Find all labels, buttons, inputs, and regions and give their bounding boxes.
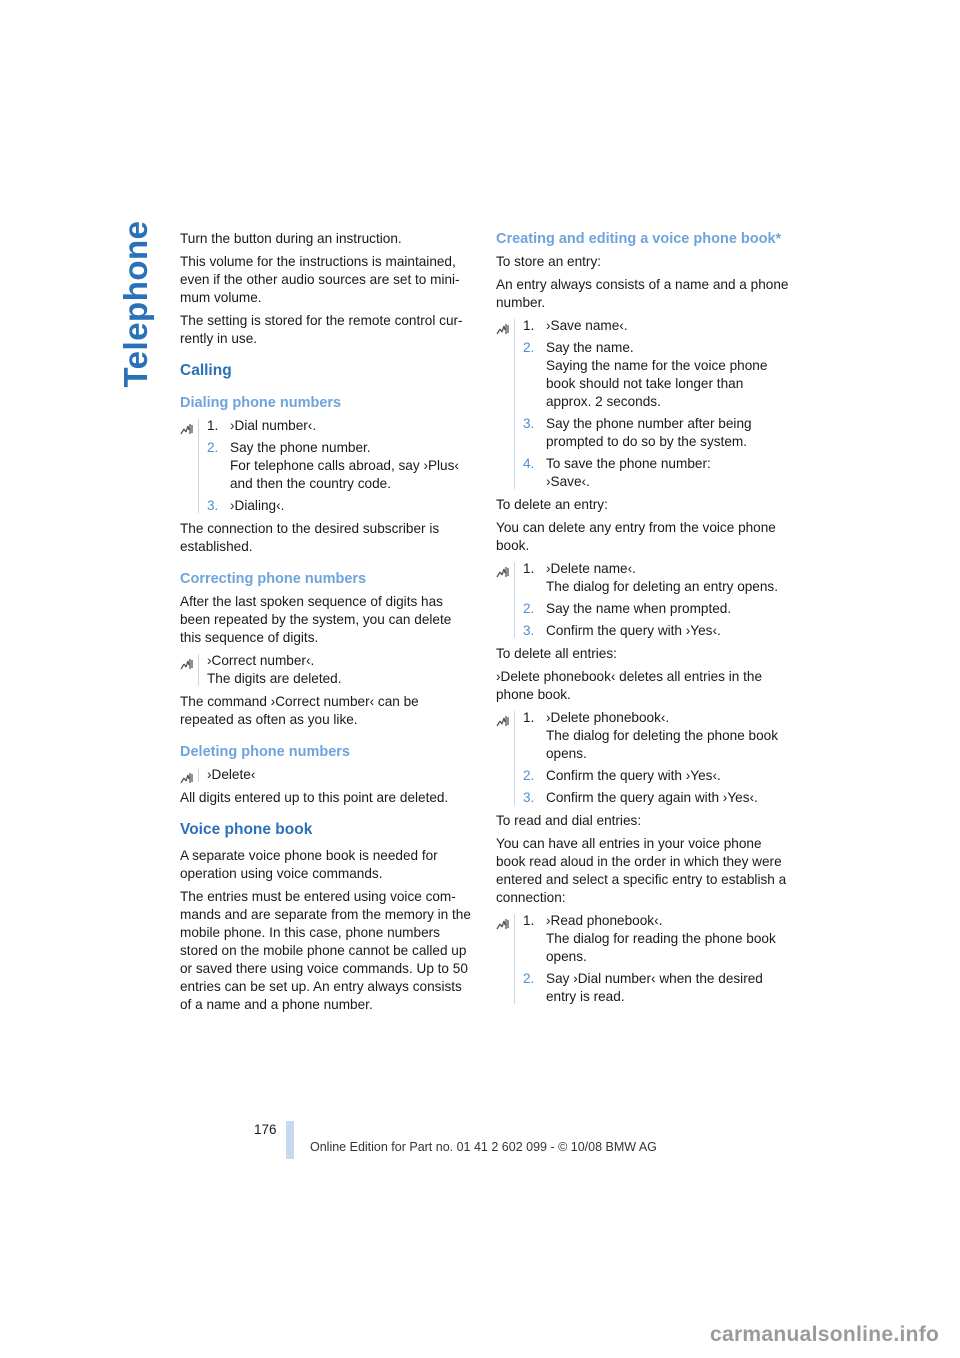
- step-item: [207, 417, 475, 435]
- voice-command-icon: [180, 658, 194, 670]
- voice-command-icon: [496, 918, 510, 930]
- step-text: Say the name.: [546, 340, 634, 355]
- step-item: [207, 439, 475, 493]
- step-item: [523, 600, 792, 618]
- step-number: 2.: [523, 971, 535, 986]
- section-title-text: Telephone: [117, 220, 154, 388]
- step-item: [523, 560, 792, 596]
- delete-all-intro: To delete all entries:: [496, 646, 617, 661]
- voice-command-block: [180, 766, 475, 784]
- step-text: To save the phone number:: [546, 456, 711, 471]
- step-subtext: The dialog for reading the phone book opens.: [546, 931, 776, 964]
- step-number: 3.: [207, 498, 219, 513]
- command-subtext: The digits are deleted.: [207, 671, 342, 686]
- voicebook-text: A separate voice phone book is needed for operation using voice commands.: [180, 848, 438, 881]
- voice-command-block: [180, 652, 475, 688]
- step-number: 1.: [207, 418, 219, 433]
- voice-command-icon: [496, 323, 510, 335]
- step-subtext: The dialog for deleting an entry opens.: [546, 579, 779, 594]
- step-item: [523, 709, 792, 763]
- step-text: ›Dialing‹.: [230, 498, 285, 513]
- watermark: carmanualsonline.info: [710, 1323, 940, 1346]
- voice-command-block: [496, 709, 792, 807]
- step-text: ›Save name‹.: [546, 318, 628, 333]
- section-side-title: [114, 214, 158, 394]
- intro-paragraph: Turn the button during an instruction.: [180, 231, 402, 246]
- step-subtext: Saying the name for the voice phone book should not take longer than approx. 2 seconds.: [546, 358, 768, 409]
- calling-heading: Calling: [180, 362, 232, 379]
- step-item: [523, 767, 792, 785]
- voice-command-icon: [180, 423, 194, 435]
- page-number: 176: [254, 1122, 277, 1137]
- correcting-heading: Correcting phone numbers: [180, 571, 367, 587]
- step-number: 4.: [523, 456, 535, 471]
- intro-paragraph: This volume for the instructions is maintained, even if the other audio sources are set to mini-mum volume.: [180, 254, 460, 305]
- step-text: Confirm the query again with ›Yes‹.: [546, 790, 758, 805]
- voice-command-icon: [180, 772, 194, 784]
- step-text: Say the name when prompted.: [546, 601, 732, 616]
- step-text: ›Dial number‹.: [230, 418, 317, 433]
- step-text: ›Delete phonebook‹.: [546, 710, 670, 725]
- step-item: [523, 455, 792, 491]
- step-number: 3.: [523, 790, 535, 805]
- left-column: [180, 230, 475, 1019]
- step-text: ›Read phonebook‹.: [546, 913, 663, 928]
- step-item: [523, 317, 792, 335]
- delete-result: All digits entered up to this point are deleted.: [180, 790, 449, 805]
- step-number: 2.: [523, 601, 535, 616]
- step-text: Say the phone number after being prompted to do so by the system.: [546, 416, 752, 449]
- voice-command-block: [496, 560, 792, 640]
- step-text: Confirm the query with ›Yes‹.: [546, 768, 721, 783]
- read-intro: To read and dial entries:: [496, 813, 642, 828]
- deleting-heading: Deleting phone numbers: [180, 744, 350, 760]
- voice-command-icon: [496, 566, 510, 578]
- read-text: You can have all entries in your voice phone book read aloud in the order in which they were entered and select a specific entry to establish a connection:: [496, 836, 787, 905]
- voicebook-text: The entries must be entered using voice com-mands and are separate from the memory in the mobile phone. In this case, phone numbers stored on the mobile phone cannot be called up or saved there using voice commands. Up to 50 entries can be set up. An entry always consists of a name and a phone number.: [180, 889, 471, 1012]
- step-number: 2.: [207, 440, 219, 455]
- step-number: 3.: [523, 623, 535, 638]
- step-subtext: The dialog for deleting the phone book opens.: [546, 728, 779, 761]
- voice-command-block: [496, 317, 792, 491]
- dialing-heading: Dialing phone numbers: [180, 395, 342, 411]
- intro-paragraph: The setting is stored for the remote control cur-rently in use.: [180, 313, 463, 346]
- step-number: 3.: [523, 416, 535, 431]
- voice-command-icon: [496, 715, 510, 727]
- step-item: [523, 789, 792, 807]
- right-column: [496, 230, 792, 1011]
- correct-repeat-text: The command ›Correct number‹ can be repeated as often as you like.: [180, 694, 419, 727]
- step-text: Confirm the query with ›Yes‹.: [546, 623, 721, 638]
- command-text: ›Delete‹: [207, 767, 256, 782]
- step-item: [523, 415, 792, 451]
- command-text: ›Correct number‹.: [207, 653, 315, 668]
- step-number: 1.: [523, 561, 535, 576]
- step-number: 1.: [523, 913, 535, 928]
- step-subtext: For telephone calls abroad, say ›Plus‹ and then the country code.: [230, 458, 459, 491]
- step-number: 2.: [523, 340, 535, 355]
- creating-heading: Creating and editing a voice phone book*: [496, 231, 782, 247]
- voicebook-heading: Voice phone book: [180, 821, 313, 838]
- step-number: 2.: [523, 768, 535, 783]
- voice-command-block: [496, 912, 792, 1006]
- voice-command-block: [180, 417, 475, 515]
- step-item: [523, 912, 792, 966]
- delete-all-text: ›Delete phonebook‹ deletes all entries in the phone book.: [496, 669, 763, 702]
- step-text: Say the phone number.: [230, 440, 371, 455]
- step-subtext: ›Save‹.: [546, 474, 590, 489]
- step-item: [523, 339, 792, 411]
- correcting-text: After the last spoken sequence of digits has been repeated by the system, you can delete this sequence of digits.: [180, 594, 452, 645]
- step-item: [523, 970, 792, 1006]
- step-text: ›Delete name‹.: [546, 561, 636, 576]
- step-text: Say ›Dial number‹ when the desired entry is read.: [546, 971, 763, 1004]
- step-number: 1.: [523, 318, 535, 333]
- footer-edition: Online Edition for Part no. 01 41 2 602 099 - © 10/08 BMW AG: [310, 1140, 657, 1154]
- store-text: An entry always consists of a name and a phone number.: [496, 277, 789, 310]
- step-item: [523, 622, 792, 640]
- delete-intro: To delete an entry:: [496, 497, 608, 512]
- footer-accent-bar: [286, 1121, 294, 1159]
- step-number: 1.: [523, 710, 535, 725]
- dialing-result: The connection to the desired subscriber is established.: [180, 521, 440, 554]
- delete-text: You can delete any entry from the voice phone book.: [496, 520, 776, 553]
- store-intro: To store an entry:: [496, 254, 602, 269]
- step-item: [207, 497, 475, 515]
